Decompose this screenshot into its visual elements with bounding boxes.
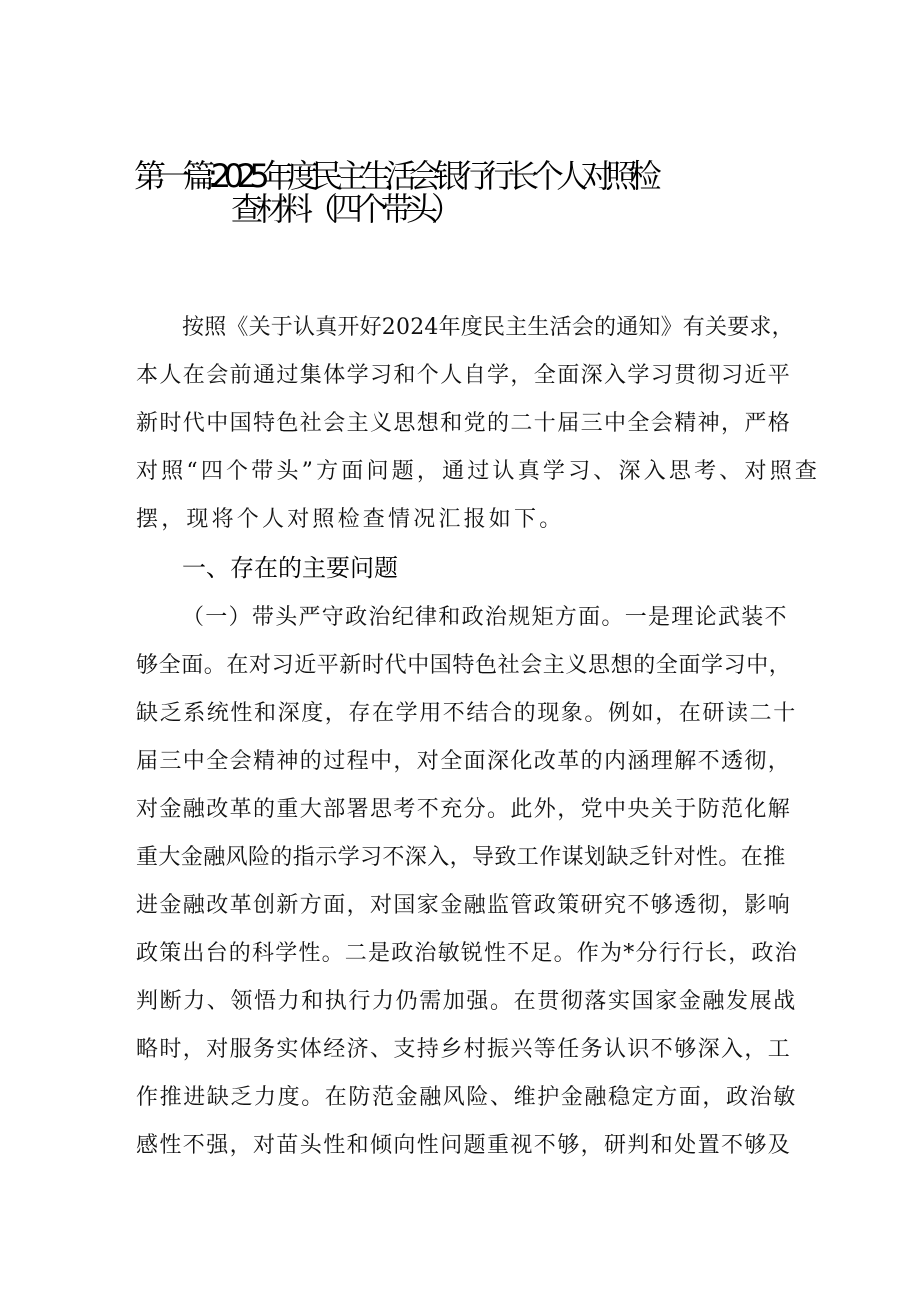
paragraph-line-10: 略时，对服务实体经济、支持乡村振兴等任务认识不够深入，工: [136, 1037, 792, 1062]
intro-line-4: 对照“四个带头”方面问题，通过认真学习、深入思考、对照查: [136, 459, 821, 484]
paragraph-line-1: （一）带头严守政治纪律和政治规矩方面。一是理论武装不: [182, 605, 788, 630]
intro-line-1: 按照《关于认真开好2024年度民主生活会的通知》有关要求，: [182, 315, 794, 340]
paragraph-line-4: 届三中全会精神的过程中，对全面深化改革的内涵理解不透彻，: [136, 749, 792, 774]
section-heading: 一、存在的主要问题: [182, 554, 398, 582]
paragraph-line-8: 政策出台的科学性。二是政治敏锐性不足。作为*分行行长，政治: [136, 941, 798, 966]
paragraph-line-6: 重大金融风险的指示学习不深入，导致工作谋划缺乏针对性。在推: [136, 845, 786, 870]
document-title-line-1: 第一篇:2025年度民主生活会银行行长个人对照检: [134, 157, 655, 195]
document-title-line-2: 查材料（四个带头）: [231, 190, 457, 228]
paragraph-line-5: 对金融改革的重大部署思考不充分。此外，党中央关于防范化解: [136, 797, 792, 822]
intro-line-5: 摆，现将个人对照检查情况汇报如下。: [136, 507, 565, 532]
intro-line-3: 新时代中国特色社会主义思想和党的二十届三中全会精神，严格: [136, 411, 792, 436]
paragraph-line-12: 感性不强，对苗头性和倾向性问题重视不够，研判和处置不够及: [136, 1133, 792, 1158]
paragraph-line-2: 够全面。在对习近平新时代中国特色社会主义思想的全面学习中，: [136, 653, 792, 678]
paragraph-line-9: 判断力、领悟力和执行力仍需加强。在贯彻落实国家金融发展战: [136, 989, 797, 1014]
intro-line-2: 本人在会前通过集体学习和个人自学，全面深入学习贯彻习近平: [136, 363, 792, 388]
paragraph-line-7: 进金融改革创新方面，对国家金融监管政策研究不够透彻，影响: [136, 893, 792, 918]
paragraph-line-3: 缺乏系统性和深度，存在学用不结合的现象。例如，在研读二十: [136, 701, 797, 726]
paragraph-line-11: 作推进缺乏力度。在防范金融风险、维护金融稳定方面，政治敏: [136, 1085, 797, 1110]
